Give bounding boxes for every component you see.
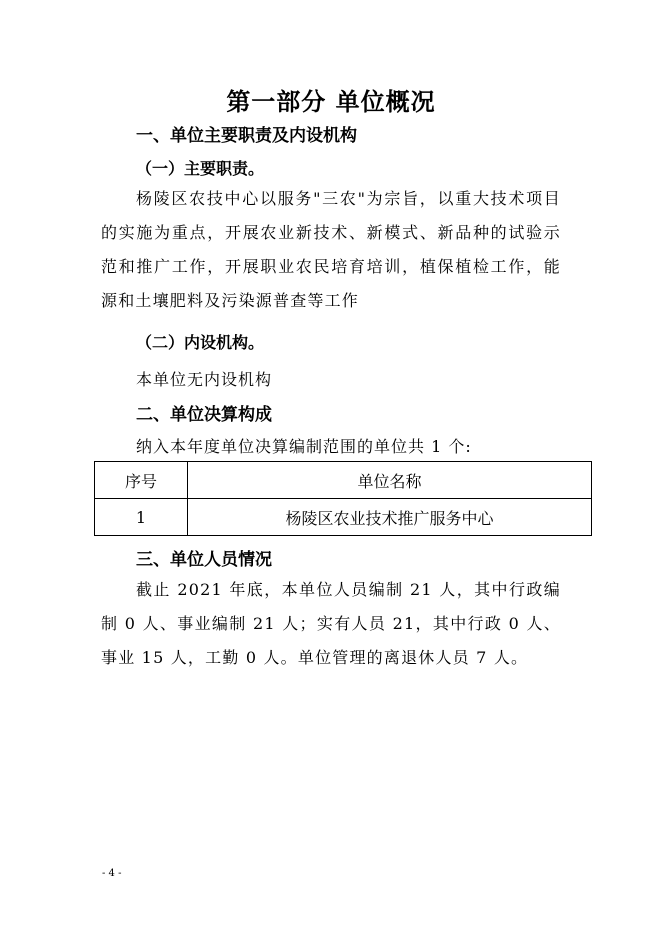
table-header-row	[95, 462, 592, 499]
page-title: 第一部分 单位概况	[226, 88, 436, 116]
section2-heading: 二、单位决算构成	[136, 405, 272, 425]
table-header-index: 序号	[95, 462, 188, 499]
section1-heading: 一、单位主要职责及内设机构	[136, 126, 357, 146]
page-number: - 4 -	[102, 868, 122, 879]
table-header-unit-name: 单位名称	[188, 462, 592, 499]
section2-intro: 纳入本年度单位决算编制范围的单位共 1 个:	[136, 437, 472, 456]
sub2-text: 本单位无内设机构	[136, 370, 273, 389]
section3-heading: 三、单位人员情况	[136, 550, 272, 570]
table-cell-unit-name: 杨陵区农业技术推广服务中心	[188, 499, 592, 536]
section3-text: 截止 2021 年底，本单位人员编制 21 人，其中行政编制 0 人、事业编制 21 人；实有人员 21，其中行政 0 人、事业 15 人，工勤 0 人。单位管理的离退休人员 7 人。	[101, 580, 561, 667]
table-row	[95, 499, 592, 536]
sub1-heading: （一）主要职责。	[136, 159, 265, 178]
table-cell-index: 1	[95, 499, 188, 536]
sub2-heading: （二）内设机构。	[136, 333, 265, 352]
unit-table	[94, 461, 592, 536]
sub1-text: 杨陵区农技中心以服务"三农"为宗旨，以重大技术项目的实施为重点，开展农业新技术、新模式、新品种的试验示范和推广工作，开展职业农民培育培训，植保植检工作，能源和土壤肥料及污染源普查等工作	[101, 189, 561, 310]
